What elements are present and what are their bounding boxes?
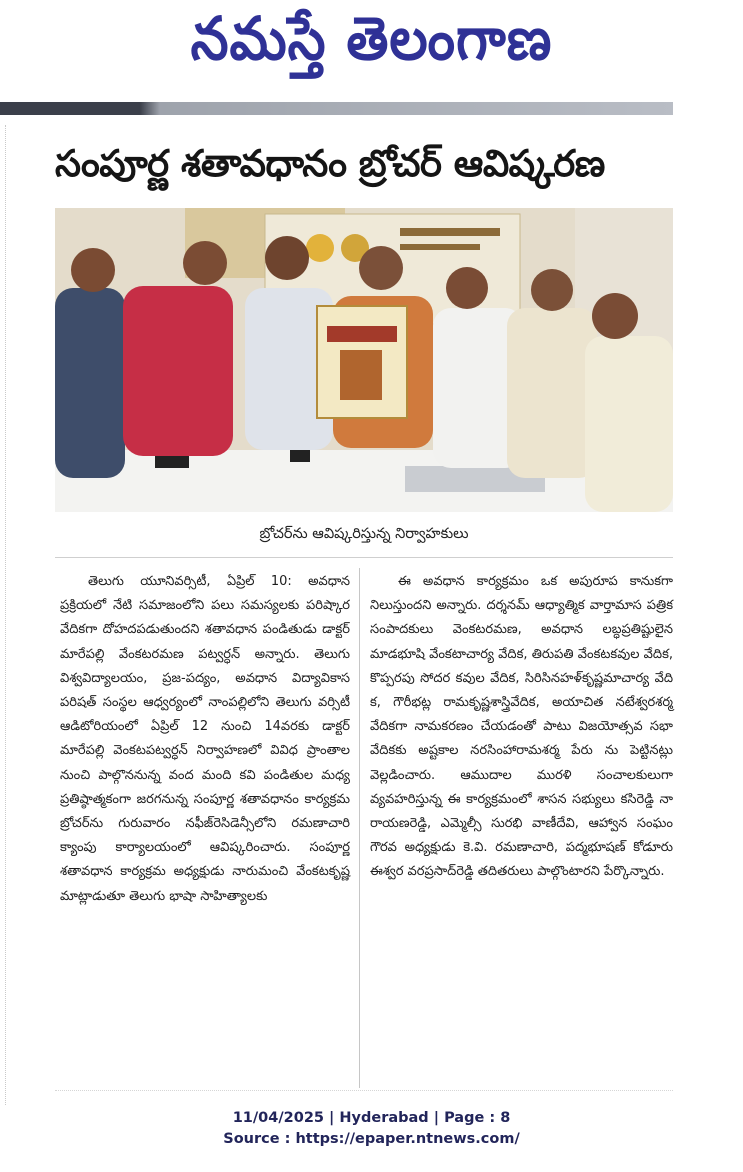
masthead-rule: [0, 102, 673, 115]
article-body-right: ఈ అవధాన కార్యక్రమం ఒక అపురూప కానుకగా నిలుస్తుందని అన్నారు. దర్శనమ్ ఆధ్యాత్మిక వార్తామాస పత్రిక సంపాదకులు వెంకటరమణ, అవధాన లబ్ధప్రతిష్టులైన మాడభూషి వేంకటాచార్య వేదిక, తిరుపతి వేంకటకవుల వేదిక, కొప్పరపు సోదర కవుల వేదిక, సిరిసినహళ్‌కృష్ణమాచార్య వేది క, గౌరీభట్ల రామకృష్ణశాస్త్రివేదిక, అయాచిత నటేశ్వరశర్మ వేదికగా నామకరణం చేయడంతో పాటు విజయోత్సవ సభా వేదికకు అష్టకాల నరసింహారామశర్మ పేరు ను పెట్టినట్లు వెల్లడించారు. ఆముదాల మురళి సంచాలకులుగా వ్యవహరిస్తున్న ఈ కార్యక్రమంలో శాసన సభ్యులు కసిరెడ్డి నా రాయణరెడ్డి, ఎమ్మెల్సీ సురభి వాణీదేవి, ఆహ్వాన సంఘం గౌరవ అధ్యక్షుడు కె.వి. రమణాచారి, పద్మభూషణ్ కోడూరు ఈశ్వర వరప్రసాద్‌రెడ్డి తదితరులు పాల్గొంటారని పేర్కొన్నారు.: [370, 574, 673, 880]
column-divider: [359, 568, 360, 1088]
adjacent-article-edge: [0, 125, 6, 1105]
edition-line: 11/04/2025 | Hyderabad | Page : 8: [232, 1110, 511, 1126]
page-footer: [0, 1108, 743, 1150]
newspaper-logo: నమస్తే తెలంగాణ: [190, 3, 553, 74]
photo-caption: బ్రోచర్‌ను ఆవిష్కరిస్తున్న నిర్వాహకులు: [259, 526, 469, 542]
article-column-right: [370, 570, 673, 885]
article-photo: [55, 208, 673, 512]
source-line: Source : https://epaper.ntnews.com/: [223, 1131, 520, 1147]
article-bottom-rule: [55, 1090, 673, 1093]
article-column-left: [60, 570, 350, 909]
masthead: [0, 0, 743, 80]
article-body-left: తెలుగు యూనివర్సిటీ, ఏప్రిల్ 10: అవధాన ప్రక్రియలో నేటి సమాజంలోని పలు సమస్యలకు పరిష్కార వేదికగా దోహదపడుతుందని శతావధాన పండితుడు డాక్టర్ మారేపల్లి వేంకటరమణ పట్వర్ధన్ అన్నారు. తెలుగు విశ్వవిద్యాలయం, ప్రజ-పద్యం, అవధాన విద్యావికాస పరిషత్ సంస్థల ఆధ్వర్యంలో నాంపల్లిలోని తెలుగు వర్సిటీ ఆడిటోరియంలో ఏప్రిల్ 12 నుంచి 14వరకు డాక్టర్ మారేపల్లి వెంకటపట్వర్ధన్ నిర్వాహణలో వివిధ ప్రాంతాల నుంచి పాల్గొననున్న వంద మంది కవి పండితుల మధ్య ప్రతిష్ఠాత్మకంగా జరగనున్న సంపూర్ణ శతావధానం కార్యక్రమ బ్రోచర్‌ను గురువారం నఫీజ్‌రెసిడెన్సీలోని రమణాచారి క్యాంపు కార్యాలయంలో ఆవిష్కరించారు. సంపూర్ణ శతావధాన కార్యక్రమ అధ్యక్షుడు నారుమంచి వేంకటకృష్ణ మాట్లాడుతూ తెలుగు భాషా సాహిత్యాలకు: [60, 574, 350, 904]
article-headline: సంపూర్ణ శతావధానం బ్రోచర్ ఆవిష్కరణ: [55, 142, 605, 185]
caption-divider: [55, 557, 673, 558]
